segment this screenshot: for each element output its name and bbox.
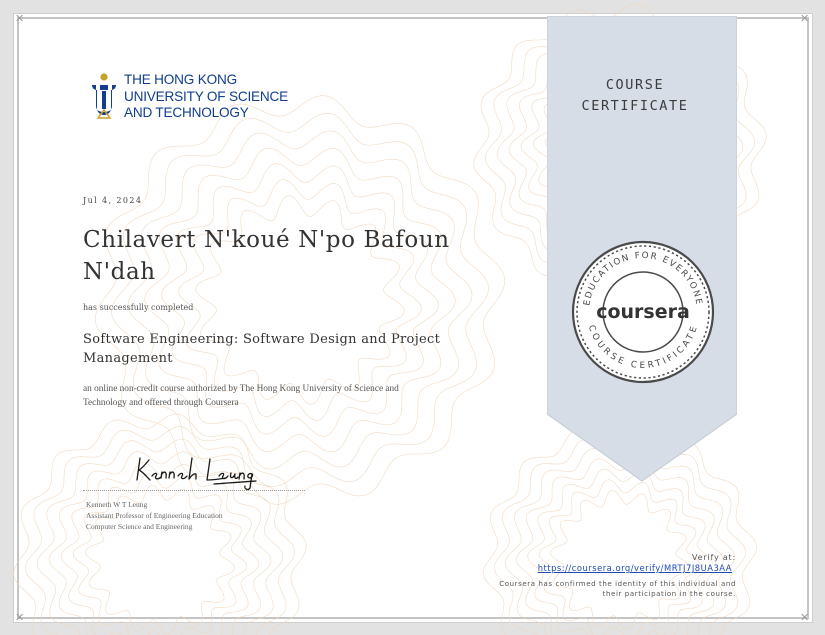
signatory-department: Computer Science and Engineering (86, 522, 193, 531)
signature-line (83, 490, 305, 491)
guilloche-ring (112, 113, 489, 486)
university-name-line-3: AND TECHNOLOGY (124, 105, 249, 120)
identity-confirmation-line-2: their participation in the course. (602, 590, 736, 598)
corner-mark-bottom-left: ✕ (15, 611, 25, 624)
identity-confirmation (480, 579, 736, 599)
coursera-seal (567, 240, 719, 384)
university-name (124, 72, 288, 122)
guilloche-ring (128, 131, 472, 469)
corner-mark-bottom-right: ✕ (800, 611, 810, 624)
seal-ring-bottom-text: COURSE CERTIFICATE (585, 323, 701, 372)
ribbon-title (560, 75, 710, 117)
verify-link[interactable]: https://coursera.org/verify/MRTJ7J8UA3AA (537, 563, 732, 573)
university-name-line-2: UNIVERSITY OF SCIENCE (124, 88, 288, 104)
seal-brand-wordmark: coursera (596, 301, 690, 323)
course-title-line-2: Management (83, 351, 173, 366)
university-name-line-1: THE HONG KONG (124, 72, 237, 87)
recipient-name-line-1: Chilavert N'koué N'po Bafoun (83, 227, 450, 253)
corner-mark-top-left: ✕ (15, 12, 25, 25)
recipient-name-line-2: N'dah (83, 259, 156, 285)
hkust-logo (90, 72, 120, 120)
ribbon-title-line-1: COURSE (605, 77, 665, 93)
signatory-title: Assistant Professor of Engineering Education (86, 511, 223, 520)
verify-label: Verify at: (692, 553, 736, 562)
identity-confirmation-line-1: Coursera has confirmed the identity of this individual and (499, 580, 736, 588)
course-description (83, 382, 453, 410)
recipient-name (83, 224, 503, 288)
guilloche-ring (516, 459, 723, 635)
signatory-name: Kenneth W T Leung (86, 500, 148, 509)
course-description-line-1: an online non-credit course authorized by The Hong Kong University of Science and (83, 384, 399, 394)
seal-ring-top-text: EDUCATION FOR EVERYONE (582, 250, 704, 307)
corner-mark-top-right: ✕ (800, 12, 810, 25)
ribbon-title-line-2: CERTIFICATE (581, 98, 689, 114)
course-title-line-1: Software Engineering: Software Design and Project (83, 332, 441, 347)
signatory-block (86, 499, 223, 532)
handwritten-signature (132, 450, 257, 492)
course-description-line-2: Technology and offered through Coursera (83, 398, 239, 408)
completion-statement: has successfully completed (83, 303, 194, 312)
certificate-date: Jul 4, 2024 (83, 196, 143, 205)
course-title (83, 330, 483, 368)
guilloche-ring (95, 96, 504, 505)
